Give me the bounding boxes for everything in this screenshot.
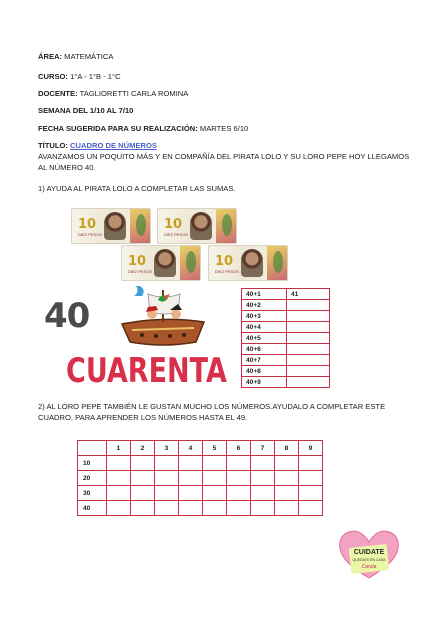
grid-empty-cell[interactable] <box>227 471 251 486</box>
area-line: ÁREA: MATEMÁTICA <box>38 52 114 61</box>
sum-expression: 40+5 <box>242 333 287 344</box>
fecha-line: FECHA SUGERIDA PARA SU REALIZACIÓN: MARTES 6/10 <box>38 124 249 133</box>
grid-header-cell: 2 <box>131 441 155 456</box>
grid-empty-cell[interactable] <box>251 471 275 486</box>
sum-answer-cell[interactable] <box>287 366 330 377</box>
grid-empty-cell[interactable] <box>227 456 251 471</box>
grid-empty-cell[interactable] <box>179 501 203 516</box>
grid-empty-cell[interactable] <box>131 471 155 486</box>
sum-expression: 40+9 <box>242 377 287 388</box>
grid-empty-cell[interactable] <box>203 456 227 471</box>
grid-row <box>78 486 323 501</box>
grid-empty-cell[interactable] <box>227 486 251 501</box>
grid-empty-cell[interactable] <box>203 501 227 516</box>
grid-header-cell: 6 <box>227 441 251 456</box>
curso-line: CURSO: 1°A - 1°B - 1°C <box>38 72 121 81</box>
grid-header-cell: 3 <box>155 441 179 456</box>
grid-empty-cell[interactable] <box>107 486 131 501</box>
grid-header-cell <box>78 441 107 456</box>
grid-empty-cell[interactable] <box>155 471 179 486</box>
sum-row <box>242 333 330 344</box>
grid-empty-cell[interactable] <box>179 486 203 501</box>
grid-empty-cell[interactable] <box>107 471 131 486</box>
sum-row <box>242 355 330 366</box>
grid-row-label: 40 <box>78 501 107 516</box>
grid-empty-cell[interactable] <box>131 486 155 501</box>
banknote-image: 10 DIEZ PESOS <box>208 245 288 281</box>
grid-row-label: 30 <box>78 486 107 501</box>
grid-header-cell: 4 <box>179 441 203 456</box>
grid-empty-cell[interactable] <box>155 501 179 516</box>
grid-empty-cell[interactable] <box>299 456 323 471</box>
grid-empty-cell[interactable] <box>203 471 227 486</box>
grid-empty-cell[interactable] <box>131 456 155 471</box>
grid-empty-cell[interactable] <box>251 456 275 471</box>
sum-row <box>242 311 330 322</box>
task1-instruction: 1) AYUDA AL PIRATA LOLO A COMPLETAR LAS SUMAS. <box>38 184 236 193</box>
grid-header-cell: 5 <box>203 441 227 456</box>
grid-row <box>78 471 323 486</box>
grid-empty-cell[interactable] <box>275 471 299 486</box>
grid-empty-cell[interactable] <box>275 501 299 516</box>
grid-header-row <box>78 441 323 456</box>
grid-empty-cell[interactable] <box>251 501 275 516</box>
cuarenta-word: CUARENTA <box>66 352 227 391</box>
grid-empty-cell[interactable] <box>275 486 299 501</box>
pirate-ship-icon <box>118 286 208 350</box>
sum-answer-cell[interactable] <box>287 344 330 355</box>
grid-row-label: 10 <box>78 456 107 471</box>
sum-row <box>242 322 330 333</box>
intro-paragraph: AVANZAMOS UN POQUITO MÁS Y EN COMPAÑÍA DEL PIRATA LOLO Y SU LORO PEPE HOY LLEGAMOS AL NÚMERO 40. <box>38 152 410 172</box>
sum-expression: 40+3 <box>242 311 287 322</box>
sum-row <box>242 344 330 355</box>
grid-empty-cell[interactable] <box>179 456 203 471</box>
banknote-image: 10 DIEZ PESOS <box>121 245 201 281</box>
semana-line: SEMANA DEL 1/10 AL 7/10 <box>38 106 134 115</box>
grid-empty-cell[interactable] <box>299 486 323 501</box>
sum-expression: 40+1 <box>242 289 287 300</box>
sum-row <box>242 366 330 377</box>
grid-empty-cell[interactable] <box>107 456 131 471</box>
grid-empty-cell[interactable] <box>227 501 251 516</box>
titulo-line: TÍTULO: CUADRO DE NÚMEROS <box>38 141 157 150</box>
grid-header-cell: 1 <box>107 441 131 456</box>
grid-header-cell: 9 <box>299 441 323 456</box>
sum-answer-cell[interactable] <box>287 300 330 311</box>
sum-table <box>241 288 330 388</box>
grid-empty-cell[interactable] <box>251 486 275 501</box>
grid-empty-cell[interactable] <box>179 471 203 486</box>
grid-row <box>78 501 323 516</box>
sum-answer-cell[interactable]: 41 <box>287 289 330 300</box>
stay-home-sticker: CUIDATE QUEDATE EN CASA Carola <box>336 528 402 580</box>
sum-answer-cell[interactable] <box>287 322 330 333</box>
sum-expression: 40+7 <box>242 355 287 366</box>
grid-empty-cell[interactable] <box>275 456 299 471</box>
sum-answer-cell[interactable] <box>287 311 330 322</box>
sum-expression: 40+6 <box>242 344 287 355</box>
sum-answer-cell[interactable] <box>287 355 330 366</box>
sum-row <box>242 289 330 300</box>
task2-instruction: 2) AL LORO PEPE TAMBIÉN LE GUSTAN MUCHO LOS NÚMEROS.AYUDALO A COMPLETAR ESTE CUADRO, PARA APRENDER LOS NÚMEROS HASTA EL 49. <box>38 402 386 422</box>
grid-empty-cell[interactable] <box>107 501 131 516</box>
grid-empty-cell[interactable] <box>131 501 155 516</box>
banknote-image: 10 DIEZ PESOS <box>157 208 237 244</box>
sum-row <box>242 377 330 388</box>
forty-number: 40 <box>44 296 90 336</box>
sum-row <box>242 300 330 311</box>
sum-answer-cell[interactable] <box>287 377 330 388</box>
grid-header-cell: 8 <box>275 441 299 456</box>
number-grid <box>77 440 323 516</box>
docente-line: DOCENTE: TAGLIORETTI CARLA ROMINA <box>38 89 189 98</box>
grid-row <box>78 456 323 471</box>
grid-empty-cell[interactable] <box>155 486 179 501</box>
grid-header-cell: 7 <box>251 441 275 456</box>
grid-row-label: 20 <box>78 471 107 486</box>
sum-expression: 40+4 <box>242 322 287 333</box>
banknote-image: 10 DIEZ PESOS <box>71 208 151 244</box>
sum-expression: 40+2 <box>242 300 287 311</box>
grid-empty-cell[interactable] <box>155 456 179 471</box>
sum-answer-cell[interactable] <box>287 333 330 344</box>
grid-empty-cell[interactable] <box>299 471 323 486</box>
titulo-link[interactable]: CUADRO DE NÚMEROS <box>70 141 157 150</box>
sum-expression: 40+8 <box>242 366 287 377</box>
grid-empty-cell[interactable] <box>203 486 227 501</box>
grid-empty-cell[interactable] <box>299 501 323 516</box>
